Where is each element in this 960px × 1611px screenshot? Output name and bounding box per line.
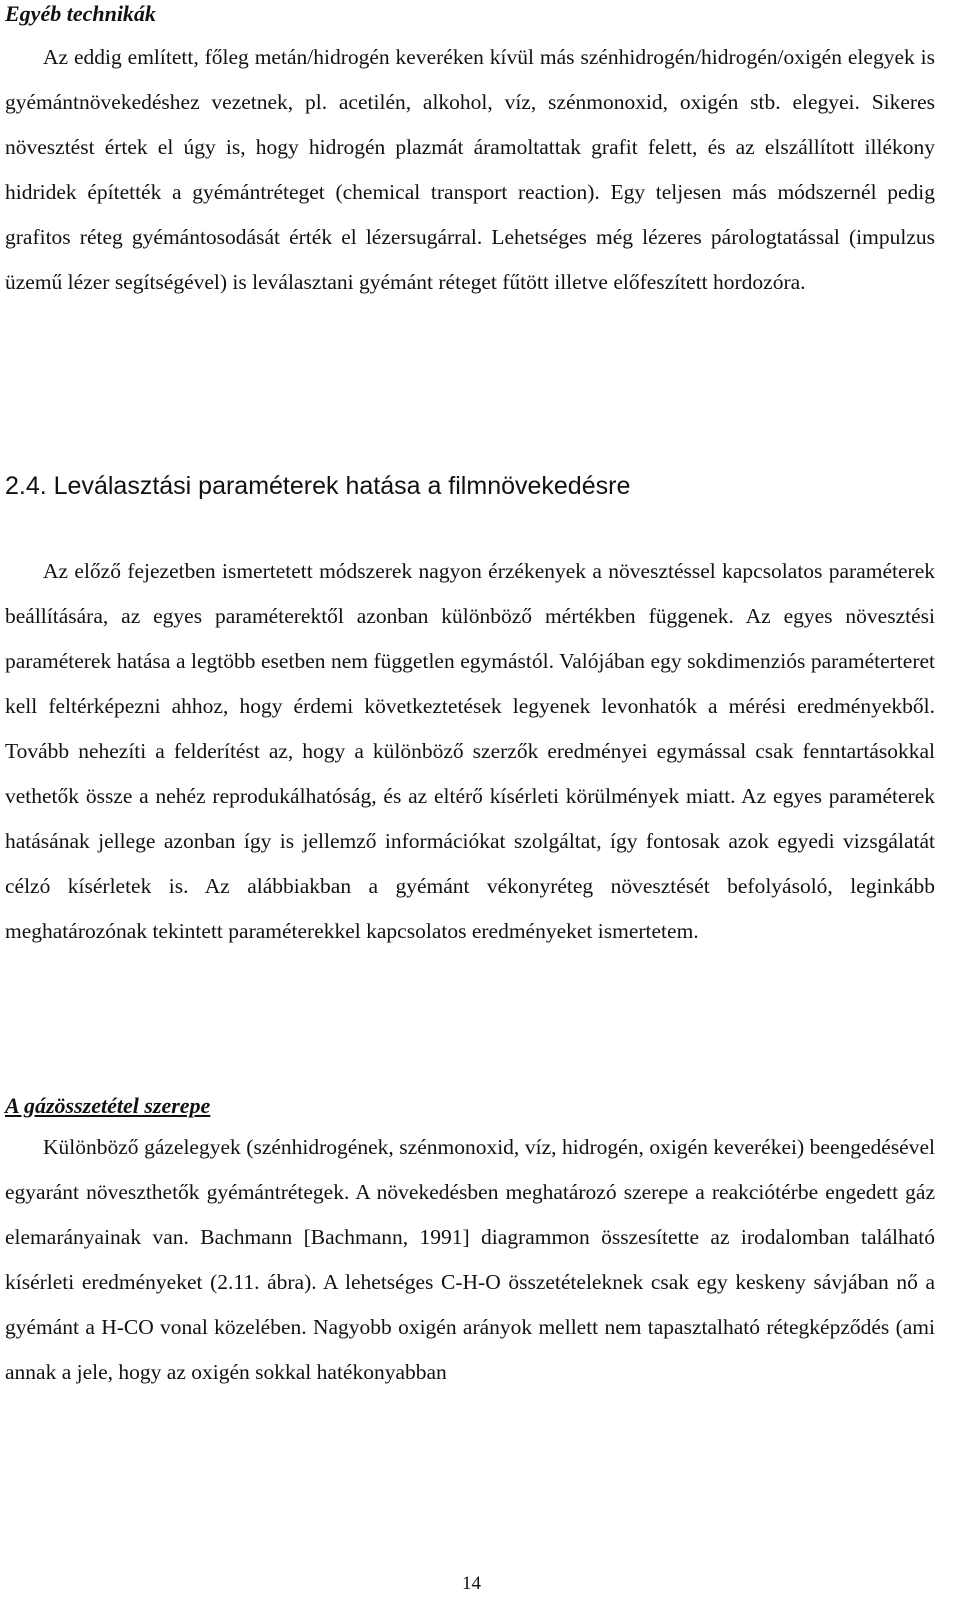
section-title: 2.4. Leválasztási paraméterek hatása a filmnövekedésre [5, 472, 631, 500]
page-number: 14 [462, 1573, 481, 1594]
heading-gas-composition: A gázösszetétel szerepe [5, 1093, 211, 1118]
heading-other-techniques: Egyéb technikák [5, 1, 156, 26]
paragraph-deposition-parameters: Az előző fejezetben ismertetett módszerek nagyon érzékenyek a növesztéssel kapcsolatos paraméterek beállítására, az egyes paraméterektől azonban különböző mértékben függenek. Az egyes növesztési paraméterek hatása a legtöbb esetben nem független egymástól. Valójában egy sokdimenziós paraméterteret kell feltérképezni ahhoz, hogy érdemi következtetések legyenek levonhatók a mérési eredményekből. Tovább nehezíti a felderítést az, hogy a különböző szerzők eredményei egymással csak fenntartásokkal vethetők össze a nehéz reprodukálhatóság, és az eltérő kísérleti körülmények miatt. Az egyes paraméterek hatásának jellege azonban így is jellemző információkat szolgáltat, így fontosak azok egyedi vizsgálatát célzó kísérletek is. Az alábbiakban a gyémánt vékonyréteg növesztését befolyásoló, leginkább meghatározónak tekintett paraméterekkel kapcsolatos eredményeket ismertetem. [5, 559, 935, 943]
paragraph-gas-composition: Különböző gázelegyek (szénhidrogének, szénmonoxid, víz, hidrogén, oxigén keverékei) beengedésével egyaránt növeszthetők gyémántrétegek. A növekedésben meghatározó szerepe a reakciótérbe engedett gáz elemarányainak van. Bachmann [Bachmann, 1991] diagrammon összesítette az irodalomban található kísérleti eredményeket (2.11. ábra). A lehetséges C-H-O összetételeknek csak egy keskeny sávjában nő a gyémánt a H-CO vonal közelében. Nagyobb oxigén arányok mellett nem tapasztalható rétegképződés (ami annak a jele, hogy az oxigén sokkal hatékonyabban [5, 1135, 935, 1384]
paragraph-other-techniques: Az eddig említett, főleg metán/hidrogén keveréken kívül más szénhidrogén/hidrogén/oxigén elegyek is gyémántnövekedéshez vezetnek, pl. acetilén, alkohol, víz, szénmonoxid, oxigén stb. elegyei. Sikeres növesztést értek el úgy is, hogy hidrogén plazmát áramoltattak grafit felett, és az elszállított illékony hidridek építették a gyémántréteget (chemical transport reaction). Egy teljesen más módszernél pedig grafitos réteg gyémántosodását érték el lézersugárral. Lehetséges még lézeres párologtatással (impulzus üzemű lézer segítségével) is leválasztani gyémánt réteget fűtött illetve előfeszített hordozóra. [5, 45, 935, 294]
